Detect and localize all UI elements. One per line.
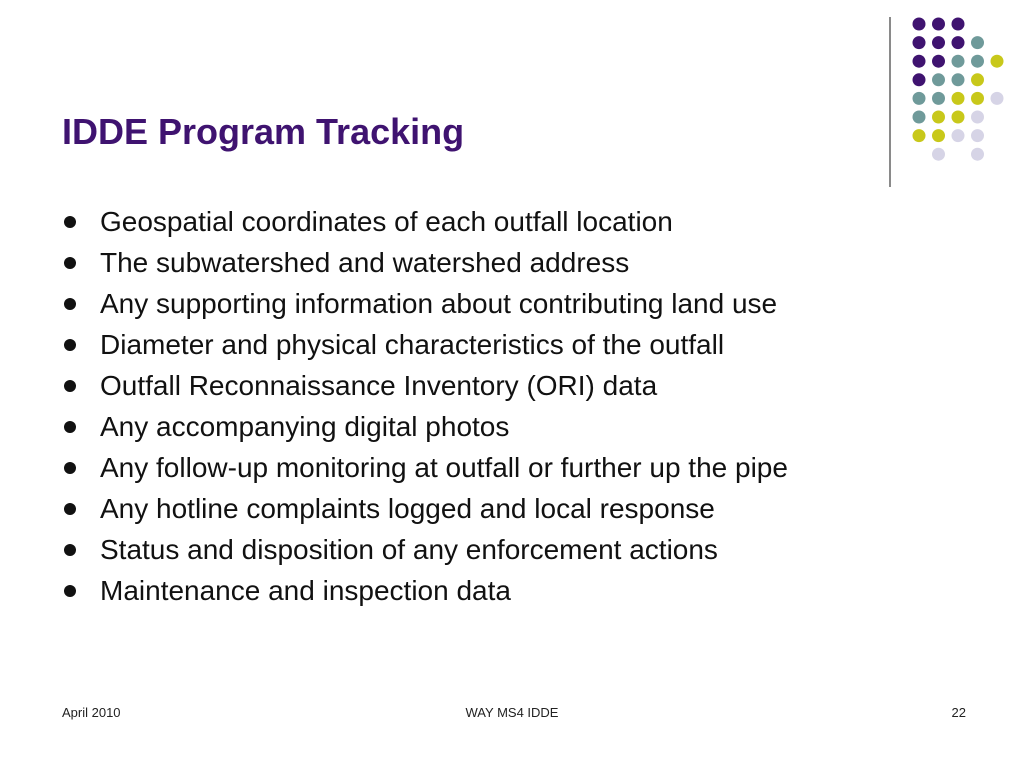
decorative-dot (932, 55, 945, 68)
bullet-text: Any follow-up monitoring at outfall or further up the pipe (100, 451, 788, 483)
decorative-dot (913, 73, 926, 86)
bullet-icon (64, 257, 76, 269)
bullet-text: Any hotline complaints logged and local response (100, 492, 715, 524)
bullet-text: The subwatershed and watershed address (100, 246, 630, 278)
bullet-icon (64, 339, 76, 351)
decorative-dot (932, 129, 945, 142)
decorative-dot (971, 111, 984, 124)
bullet-text: Status and disposition of any enforcement actions (100, 533, 718, 565)
footer-title: WAY MS4 IDDE (465, 705, 559, 720)
bullet-text: Maintenance and inspection data (100, 574, 511, 606)
bullet-item (62, 283, 788, 324)
bullet-item (62, 447, 788, 488)
bullet-icon (64, 216, 76, 228)
bullet-item (62, 242, 788, 283)
bullet-text: Outfall Reconnaissance Inventory (ORI) data (100, 369, 658, 401)
bullet-item (62, 201, 788, 242)
footer-page-number: 22 (951, 705, 966, 720)
decorative-dot (971, 55, 984, 68)
decorative-dot (932, 148, 945, 161)
bullet-item (62, 365, 788, 406)
bullet-icon (64, 298, 76, 310)
bullet-text: Any supporting information about contributing land use (100, 287, 778, 319)
decorative-dot (952, 18, 965, 31)
decorative-dot (952, 73, 965, 86)
bullet-icon (64, 585, 76, 597)
footer-date: April 2010 (62, 705, 121, 720)
decorative-dot (971, 148, 984, 161)
bullet-item (62, 570, 788, 611)
bullet-icon (64, 462, 76, 474)
bullet-text: Diameter and physical characteristics of the outfall (100, 328, 725, 360)
slide-title: IDDE Program Tracking (62, 111, 465, 152)
decorative-dot (971, 129, 984, 142)
bullet-icon (64, 380, 76, 392)
decorative-dot (952, 36, 965, 49)
decorative-dot (932, 73, 945, 86)
vertical-divider (889, 17, 891, 187)
bullet-item (62, 324, 788, 365)
decorative-dot (932, 111, 945, 124)
bullet-item (62, 406, 788, 447)
bullet-item (62, 529, 788, 570)
bullet-text: Any accompanying digital photos (100, 410, 510, 442)
decorative-dot (991, 55, 1004, 68)
decorative-dot (971, 36, 984, 49)
bullet-icon (64, 503, 76, 515)
decorative-dot (913, 36, 926, 49)
bullet-text: Geospatial coordinates of each outfall location (100, 205, 673, 237)
bullet-list (62, 201, 788, 611)
decorative-dot (932, 36, 945, 49)
decorative-dot (913, 55, 926, 68)
bullet-item (62, 488, 788, 529)
decorative-dot (913, 18, 926, 31)
decorative-dot (952, 55, 965, 68)
decorative-dot (913, 92, 926, 105)
decorative-dot (932, 18, 945, 31)
decorative-dot-grid (0, 0, 1024, 200)
bullet-icon (64, 421, 76, 433)
decorative-dot (932, 92, 945, 105)
decorative-dot (913, 111, 926, 124)
decorative-dot (971, 73, 984, 86)
decorative-dot (913, 129, 926, 142)
decorative-dot (971, 92, 984, 105)
bullet-icon (64, 544, 76, 556)
decorative-dot (952, 129, 965, 142)
decorative-dot (952, 92, 965, 105)
decorative-dot (991, 92, 1004, 105)
decorative-dot (952, 111, 965, 124)
